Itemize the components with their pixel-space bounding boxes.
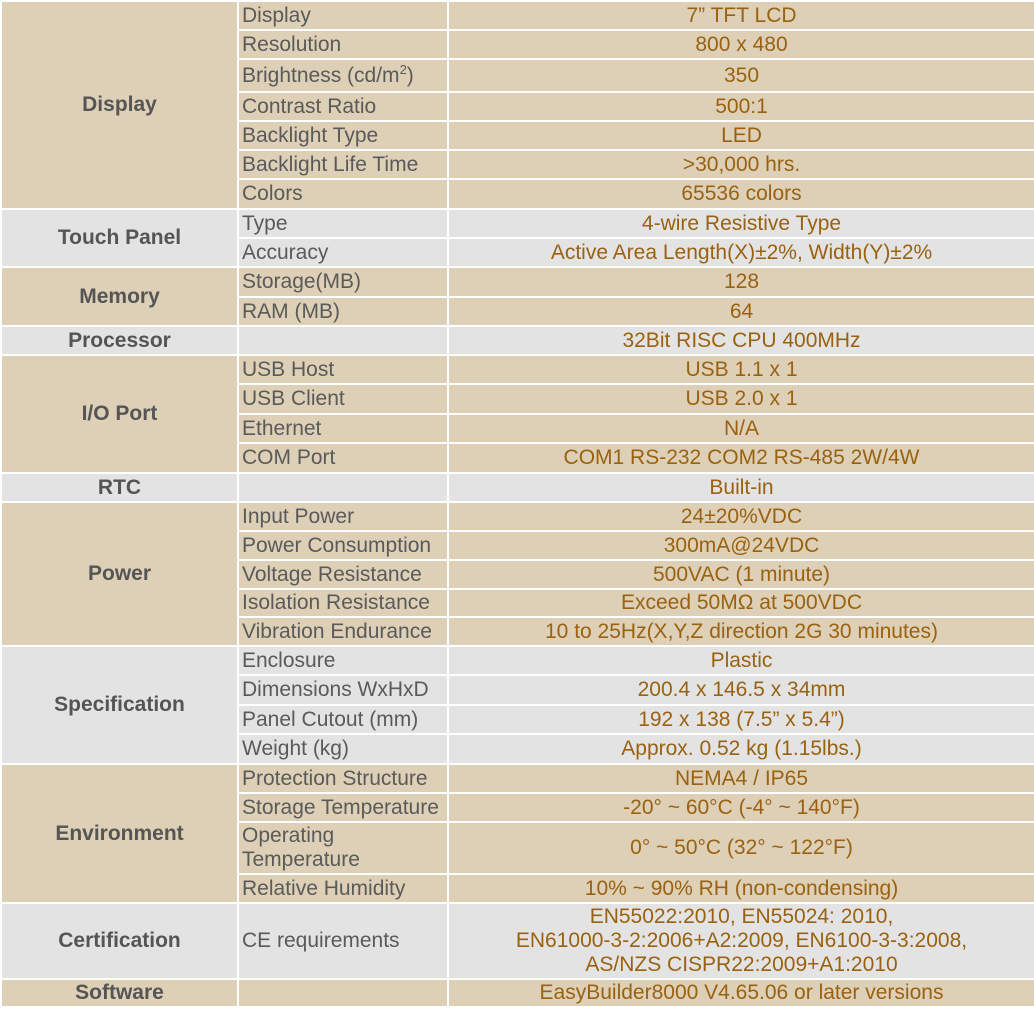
spec-value: 7” TFT LCD: [448, 1, 1034, 30]
table-row: [1, 209, 1034, 238]
spec-value: [448, 903, 1034, 979]
spec-label: Storage Temperature: [238, 793, 448, 822]
category-environment: Environment: [1, 764, 238, 903]
spec-value: 192 x 138 (7.5” x 5.4”): [448, 705, 1034, 734]
spec-label: Display: [238, 1, 448, 30]
spec-value: 10% ~ 90% RH (non-condensing): [448, 874, 1034, 903]
spec-value: COM1 RS-232 COM2 RS-485 2W/4W: [448, 443, 1034, 473]
spec-value: 10 to 25Hz(X,Y,Z direction 2G 30 minutes): [448, 617, 1034, 646]
value-line: AS/NZS CISPR22:2009+A1:2010: [585, 953, 898, 976]
spec-label: Relative Humidity: [238, 874, 448, 903]
spec-value: NEMA4 / IP65: [448, 764, 1034, 793]
spec-label: Ethernet: [238, 414, 448, 443]
spec-label: Accuracy: [238, 238, 448, 267]
table-row: [1, 267, 1034, 297]
label-line: Operating: [242, 824, 335, 847]
spec-value: 500VAC (1 minute): [448, 560, 1034, 589]
spec-label: Colors: [238, 179, 448, 209]
spec-value: 32Bit RISC CPU 400MHz: [448, 326, 1034, 355]
spec-value: Built-in: [448, 473, 1034, 502]
spec-label: Backlight Life Time: [238, 150, 448, 179]
spec-label: [238, 326, 448, 355]
spec-label: [238, 979, 448, 1007]
spec-value: 500:1: [448, 92, 1034, 121]
spec-value: EasyBuilder8000 V4.65.06 or later versions: [448, 979, 1034, 1007]
spec-label: Backlight Type: [238, 121, 448, 150]
table-row: [1, 326, 1034, 355]
table-row: [1, 903, 1034, 979]
table-row: [1, 979, 1034, 1007]
spec-label: CE requirements: [238, 903, 448, 979]
spec-value: 300mA@24VDC: [448, 531, 1034, 560]
spec-value: USB 2.0 x 1: [448, 384, 1034, 414]
category-certification: Certification: [1, 903, 238, 979]
spec-value: 350: [448, 59, 1034, 92]
spec-label: USB Client: [238, 384, 448, 414]
spec-label: Resolution: [238, 30, 448, 59]
value-line: EN55022:2010, EN55024: 2010,: [589, 905, 894, 928]
category-io-port: I/O Port: [1, 355, 238, 473]
category-rtc: RTC: [1, 473, 238, 502]
value-line: EN61000-3-2:2006+A2:2009, EN6100-3-3:2008,: [515, 929, 968, 952]
category-display: Display: [1, 1, 238, 209]
spec-value: 800 x 480: [448, 30, 1034, 59]
spec-value: 4-wire Resistive Type: [448, 209, 1034, 238]
spec-label: Input Power: [238, 502, 448, 531]
spec-value: Plastic: [448, 646, 1034, 675]
category-processor: Processor: [1, 326, 238, 355]
spec-value: Approx. 0.52 kg (1.15lbs.): [448, 734, 1034, 764]
spec-value: USB 1.1 x 1: [448, 355, 1034, 384]
spec-label: Panel Cutout (mm): [238, 705, 448, 734]
table-row: [1, 764, 1034, 793]
brightness-label: Brightness (cd/m: [242, 63, 400, 87]
spec-value: 64: [448, 297, 1034, 326]
spec-label: Type: [238, 209, 448, 238]
table-row: [1, 1, 1034, 30]
table-row: [1, 473, 1034, 502]
spec-label: Isolation Resistance: [238, 589, 448, 617]
category-memory: Memory: [1, 267, 238, 326]
spec-label: Vibration Endurance: [238, 617, 448, 646]
category-software: Software: [1, 979, 238, 1007]
category-specification: Specification: [1, 646, 238, 764]
spec-label: Power Consumption: [238, 531, 448, 560]
spec-value: 65536 colors: [448, 179, 1034, 209]
spec-label: RAM (MB): [238, 297, 448, 326]
spec-label: COM Port: [238, 443, 448, 473]
spec-value: >30,000 hrs.: [448, 150, 1034, 179]
spec-label: [238, 822, 448, 874]
spec-value: Exceed 50MΩ at 500VDC: [448, 589, 1034, 617]
label-line: Temperature: [242, 848, 360, 871]
table-row: [1, 502, 1034, 531]
spec-value: LED: [448, 121, 1034, 150]
spec-label: Voltage Resistance: [238, 560, 448, 589]
spec-label: Contrast Ratio: [238, 92, 448, 121]
spec-label: Protection Structure: [238, 764, 448, 793]
table-row: [1, 355, 1034, 384]
spec-label: [238, 59, 448, 92]
table-row: [1, 646, 1034, 675]
spec-label: Enclosure: [238, 646, 448, 675]
category-power: Power: [1, 502, 238, 646]
spec-label: [238, 473, 448, 502]
spec-value: -20° ~ 60°C (-4° ~ 140°F): [448, 793, 1034, 822]
spec-value: 200.4 x 146.5 x 34mm: [448, 675, 1034, 705]
superscript: 2: [399, 61, 407, 77]
spec-value: 24±20%VDC: [448, 502, 1034, 531]
spec-label: Weight (kg): [238, 734, 448, 764]
spec-value: 128: [448, 267, 1034, 297]
spec-label: Dimensions WxHxD: [238, 675, 448, 705]
spec-value: 0° ~ 50°C (32° ~ 122°F): [448, 822, 1034, 874]
spec-value: Active Area Length(X)±2%, Width(Y)±2%: [448, 238, 1034, 267]
spec-label: USB Host: [238, 355, 448, 384]
spec-value: N/A: [448, 414, 1034, 443]
brightness-label-tail: ): [406, 63, 414, 87]
category-touch-panel: Touch Panel: [1, 209, 238, 267]
spec-label: Storage(MB): [238, 267, 448, 297]
